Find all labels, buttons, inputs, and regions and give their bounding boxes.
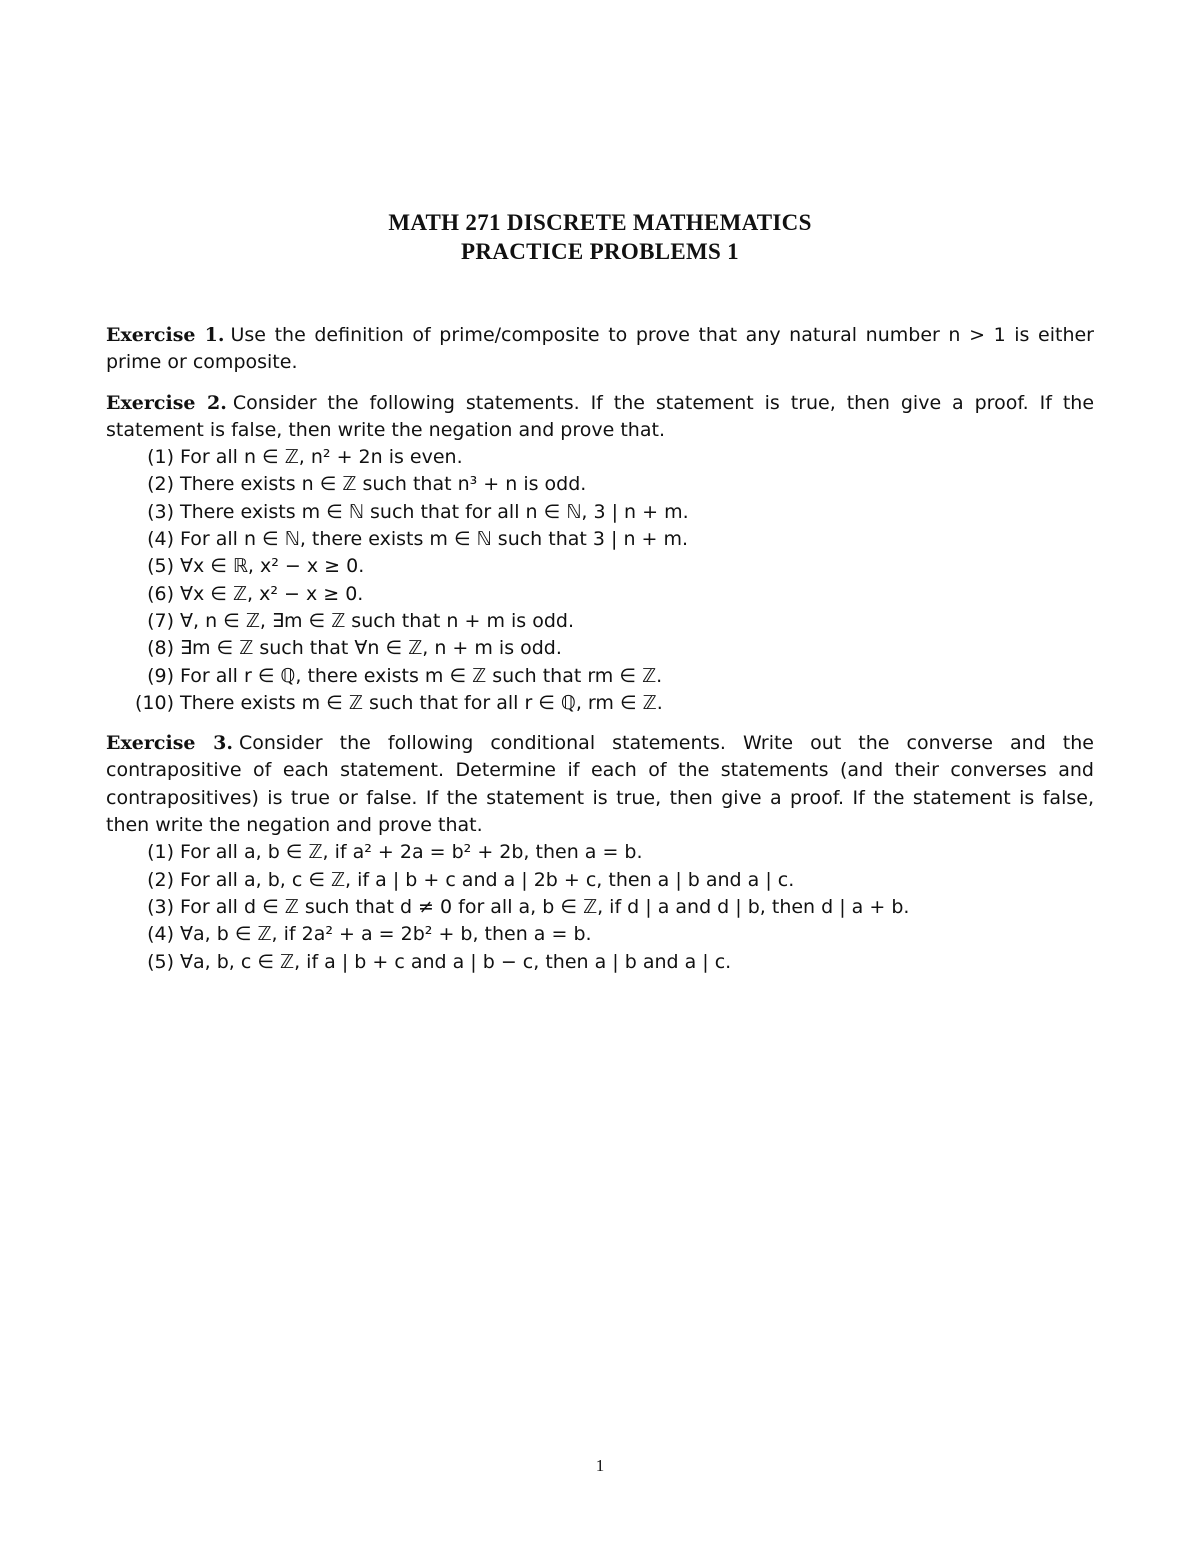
exercise-1-statement bbox=[106, 322, 1094, 377]
item-text: ∀a, b ∈ ℤ, if 2a² + a = 2b² + b, then a = b. bbox=[180, 923, 592, 946]
exercise-2-label: Exercise 2. bbox=[106, 391, 227, 414]
list-item bbox=[106, 867, 1094, 894]
exercise-3 bbox=[106, 730, 1094, 976]
exercise-2-item-list bbox=[106, 444, 1094, 717]
exercise-1-text: Use the definition of prime/composite to prove that any natural number n > 1 is either prime or composite. bbox=[106, 324, 1094, 374]
item-number: (9) bbox=[147, 664, 174, 687]
item-number: (4) bbox=[147, 528, 174, 551]
page-number: 1 bbox=[595, 1456, 605, 1475]
exercise-3-item-list bbox=[106, 839, 1094, 975]
item-text: ∀a, b, c ∈ ℤ, if a | b + c and a | b − c, then a | b and a | c. bbox=[180, 950, 732, 973]
item-text: There exists n ∈ ℤ such that n³ + n is odd. bbox=[180, 473, 587, 496]
list-item bbox=[106, 471, 1094, 498]
list-item bbox=[106, 553, 1094, 580]
list-item bbox=[106, 526, 1094, 553]
list-item bbox=[106, 444, 1094, 471]
exercise-1-label: Exercise 1. bbox=[106, 324, 225, 346]
item-number: (2) bbox=[147, 868, 174, 891]
list-item bbox=[106, 839, 1094, 866]
item-number: (5) bbox=[147, 555, 174, 578]
item-number: (6) bbox=[147, 582, 174, 605]
list-item bbox=[106, 690, 1094, 717]
list-item bbox=[106, 608, 1094, 635]
list-item bbox=[106, 499, 1094, 526]
item-text: For all a, b, c ∈ ℤ, if a | b + c and a | 2b + c, then a | b and a | c. bbox=[180, 868, 795, 891]
item-text: There exists m ∈ ℤ such that for all r ∈ ℚ, rm ∈ ℤ. bbox=[180, 691, 663, 714]
list-item bbox=[106, 635, 1094, 662]
document-title bbox=[106, 208, 1094, 266]
item-number: (3) bbox=[147, 500, 174, 523]
item-number: (10) bbox=[134, 691, 174, 714]
item-text: For all d ∈ ℤ such that d ≠ 0 for all a, b ∈ ℤ, if d | a and d | b, then d | a + b. bbox=[180, 895, 910, 918]
list-item bbox=[106, 581, 1094, 608]
exercise-2-statement bbox=[106, 390, 1094, 445]
list-item bbox=[106, 663, 1094, 690]
item-number: (1) bbox=[147, 446, 174, 469]
item-text: For all n ∈ ℕ, there exists m ∈ ℕ such that 3 | n + m. bbox=[180, 528, 689, 551]
exercise-2 bbox=[106, 390, 1094, 718]
exercise-3-statement bbox=[106, 730, 1094, 839]
title-line-subtitle: PRACTICE PROBLEMS 1 bbox=[461, 239, 739, 264]
item-number: (5) bbox=[147, 950, 174, 973]
item-number: (1) bbox=[147, 841, 174, 864]
item-text: For all r ∈ ℚ, there exists m ∈ ℤ such that rm ∈ ℤ. bbox=[180, 664, 663, 687]
item-number: (2) bbox=[147, 473, 174, 496]
item-number: (7) bbox=[147, 609, 174, 632]
list-item bbox=[106, 949, 1094, 976]
item-text: For all a, b ∈ ℤ, if a² + 2a = b² + 2b, then a = b. bbox=[180, 841, 643, 864]
exercise-3-text: Consider the following conditional statements. Write out the converse and the contrapositive of each statement. Determine if each of the statements (and their converses and contrapositives) is true or false. If the statement is true, then give a proof. If the statement is false, then write the negation and prove that. bbox=[106, 732, 1094, 837]
item-number: (3) bbox=[147, 895, 174, 918]
item-number: (4) bbox=[147, 923, 174, 946]
exercise-2-text: Consider the following statements. If the statement is true, then give a proof. If the statement is false, then write the negation and prove that. bbox=[106, 391, 1095, 441]
title-line-course: MATH 271 DISCRETE MATHEMATICS bbox=[388, 210, 812, 235]
item-text: For all n ∈ ℤ, n² + 2n is even. bbox=[180, 446, 463, 469]
item-number: (8) bbox=[147, 637, 174, 660]
item-text: ∀x ∈ ℝ, x² − x ≥ 0. bbox=[180, 555, 365, 578]
list-item bbox=[106, 894, 1094, 921]
document-page bbox=[106, 0, 1094, 1553]
item-text: ∀, n ∈ ℤ, ∃m ∈ ℤ such that n + m is odd. bbox=[180, 609, 574, 632]
exercise-1 bbox=[106, 322, 1094, 377]
list-item bbox=[106, 921, 1094, 948]
item-text: ∀x ∈ ℤ, x² − x ≥ 0. bbox=[180, 582, 364, 605]
item-text: ∃m ∈ ℤ such that ∀n ∈ ℤ, n + m is odd. bbox=[180, 637, 562, 660]
document-body bbox=[106, 322, 1094, 989]
item-text: There exists m ∈ ℕ such that for all n ∈ ℕ, 3 | n + m. bbox=[180, 500, 689, 523]
exercise-3-label: Exercise 3. bbox=[106, 732, 233, 755]
